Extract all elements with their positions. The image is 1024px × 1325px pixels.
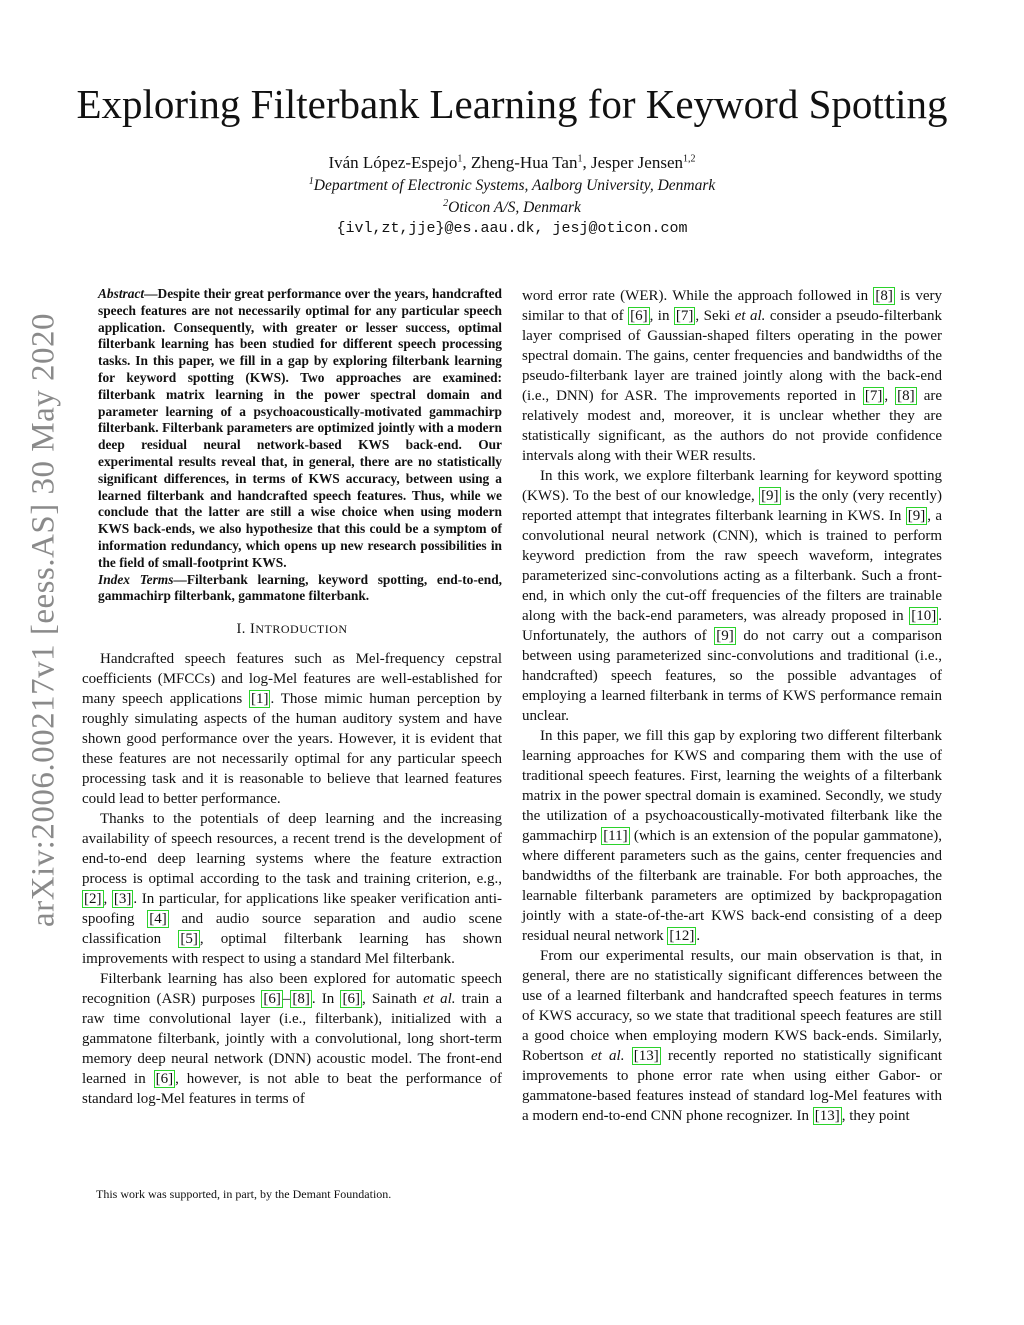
citation-link[interactable]: [3] [113, 891, 132, 908]
body-paragraph [82, 649, 502, 809]
text-run: . Those mimic human perception by roughly simulating aspects of the human auditory system and have shown good performance over the years. However, it is evident that these features are not necessarily optimal for any particular speech processing task and it is reasonable to believe that learned features could lead to better performance. [82, 691, 503, 808]
author-affiliation-marker: 1,2 [683, 153, 696, 165]
text-run: In this work, we explore filterbank learning for keyword spotting (KWS). To the best of our knowledge, [522, 468, 942, 504]
citation-link[interactable]: [13] [814, 1108, 840, 1124]
text-run: In this paper, we fill this gap by exploring two different filterbank learning approaches for KWS and comparing them with the use of traditional speech features. First, learning the weights of a filterbank matrix in the power spectral domain is examined. Secondly, we study the utilization of a psychoacoustically-motivated filterbank like the gammachirp [522, 728, 942, 844]
citation-link[interactable]: [6] [263, 991, 281, 1008]
section-title-rest: NTRODUCTION [255, 622, 348, 637]
text-run: , [103, 891, 112, 908]
text-run: , a convolutional neural network (CNN), which is trained to perform keyword prediction from the raw speech waveform, integrates parameterized sinc-convolutions acting as a filterbank. Such a front-end, in which only the cut-off frequencies of the filters are trainable along with the back-end parameters, was already proposed in [522, 508, 942, 624]
citation-link[interactable]: [8] [875, 288, 893, 304]
citation-link[interactable]: [13] [633, 1048, 659, 1064]
section-heading-introduction [82, 619, 502, 639]
affiliation-text: Department of Electronic Systems, Aalborg University, Denmark [313, 177, 716, 194]
text-run: , however, is not able to beat the performance of standard log-Mel features in terms of [82, 1071, 502, 1108]
text-run: consider a pseudo-filterbank layer comprised of Gaussian-shaped filters operating in the power spectral domain. The gains, center frequencies and bandwidths of the pseudo-filterbank layer are trained jointly along with the back-end (i.e., DNN) for ASR. The improvements reported in [522, 308, 943, 404]
index-terms-label: Index Terms [98, 571, 174, 587]
section-number: I. [236, 621, 246, 638]
citation-link[interactable]: [6] [630, 308, 648, 324]
text-run: , Seki [695, 308, 735, 324]
abstract-text: —Despite their great performance over the years, handcrafted speech features are not necessarily optimal for any particular speech application. Consequently, with greater or lesser success, optimal filterbank learning has been studied for different speech processing tasks. In this paper, we fill in a gap by exploring filterbank learning for keyword spotting (KWS). Two approaches are examined: filterbank matrix learning in the power spectral domain and parameter learning of a psychoacoustically-motivated gammachirp filterbank. Filterbank parameters are optimized jointly with a modern deep residual neural network-based KWS back-end. Our experimental results reveal that, in general, there are no statistically significant differences, in terms of KWS accuracy, between using a learned filterbank and handcrafted speech features. Thus, while we conclude that the latter are still a wise choice when using modern KWS back-ends, we also hypothesize that this could be a symptom of information redundancy, which opens up new research possibilities in the field of small-footprint KWS. [98, 286, 502, 570]
text-run: – [282, 991, 291, 1008]
citation-link[interactable]: [8] [897, 388, 915, 404]
citation-link[interactable]: [9] [761, 488, 779, 504]
text-run: do not carry out a comparison between using parameterized sinc-convolutions and traditional (i.e., handcrafted) speech features, so the possible advantages of employing a learned filterbank in terms of KWS performance remain unclear. [522, 628, 943, 724]
author-name: Jesper Jensen [590, 153, 684, 172]
text-run: train a raw time convolutional layer (i.e., filterbank), initialized with a gammatone filterbank, jointly with a convolutional, long short-term memory deep neural network (DNN) acoustic model. The front-end learned in [82, 991, 503, 1088]
text-run: . In [311, 991, 341, 1008]
citation-link[interactable]: [6] [342, 991, 360, 1008]
citation-link[interactable]: [1] [250, 691, 269, 708]
body-paragraph [522, 286, 942, 466]
citation-link[interactable]: [2] [84, 891, 102, 908]
author-name: Iván López-Espejo [328, 153, 458, 172]
text-run: , [884, 388, 896, 404]
affiliation-2 [0, 199, 1024, 217]
affiliation-marker: 1 [308, 175, 314, 187]
paper-title: Exploring Filterbank Learning for Keyword Spotting [76, 81, 948, 127]
left-body-text [82, 649, 502, 1109]
index-terms-text: —Filterbank learning, keyword spotting, end-to-end, gammachirp filterbank, gammatone filterbank. [98, 571, 502, 604]
text-run: is the only (very recently) reported attempt that integrates filterbank learning in KWS. In [522, 488, 942, 524]
body-paragraph [522, 466, 942, 726]
text-run: recently reported no statistically significant improvements to phone error rate when using either Gabor- or gammatone-based features instead of standard log-Mel features with a modern end-to-end CNN phone recognizer. In [522, 1048, 942, 1124]
abstract-label: Abstract [98, 286, 145, 301]
citation-link[interactable]: [9] [907, 508, 926, 524]
author-emails: {ivl,zt,jje}@es.aau.dk, jesj@oticon.com [336, 220, 688, 237]
body-paragraph [82, 969, 502, 1109]
body-paragraph [522, 946, 942, 1126]
italic-text: et al. [423, 991, 456, 1008]
citation-link[interactable]: [7] [675, 308, 694, 324]
text-run: is very similar to that of [522, 288, 942, 324]
text-run: . In particular, for applications like speaker verification anti-spoofing [82, 891, 502, 928]
text-run: are relatively modest and, moreover, it is unclear whether they are statistically significant, as the authors do not provide confidence intervals along with their WER results. [522, 388, 943, 464]
citation-link[interactable]: [11] [603, 828, 628, 844]
text-run: . [696, 928, 701, 944]
text-run: . Unfortunately, the authors of [522, 608, 942, 644]
citation-link[interactable]: [7] [864, 388, 883, 404]
text-run: word error rate (WER). While the approach followed in [522, 288, 874, 304]
text-run: , optimal filterbank learning has shown improvements with respect to using a standard Mel filterbank. [82, 931, 503, 968]
affiliation-text: Oticon A/S, Denmark [448, 199, 581, 216]
author-affiliation-marker: 1 [457, 153, 463, 165]
affiliation-1 [0, 177, 1024, 195]
italic-text: et al. [590, 1048, 625, 1064]
text-run [624, 1048, 631, 1064]
author-name: Zheng-Hua Tan [470, 153, 578, 172]
text-run: (which is an extension of the popular gammatone), where different parameters such as the gains, center frequencies and bandwidths of the filterbank are trainable. For both approaches, the learnable filterbank parameters are optimized by backpropagation jointly with a state-of-the-art KWS back-end consisting of a deep residual neural network [522, 828, 942, 944]
citation-link[interactable]: [4] [149, 911, 167, 928]
text-run: From our experimental results, our main observation is that, in general, there are no statistically significant differences between the use of a learned filterbank and handcrafted speech features in terms of KWS accuracy, so we state that traditional speech features are still a good choice when employing modern KWS back-ends. Similarly, Robertson [522, 948, 942, 1064]
text-run: , they point [841, 1108, 910, 1124]
citation-link[interactable]: [5] [180, 931, 198, 948]
citation-link[interactable]: [8] [292, 991, 310, 1008]
body-paragraph [522, 726, 942, 946]
author-affiliation-marker: 1 [577, 153, 583, 165]
left-column [82, 286, 502, 1109]
abstract [82, 286, 502, 605]
right-column [522, 286, 942, 1126]
citation-link[interactable]: [12] [669, 928, 695, 944]
funding-footnote: This work was supported, in part, by the Demant Foundation. [96, 1187, 392, 1201]
text-run: , in [649, 308, 674, 324]
right-body-text [522, 286, 942, 1126]
text-run: Handcrafted speech features such as Mel-frequency cepstral coefficients (MFCCs) and log-Mel features are well-established for many speech applications [82, 651, 502, 708]
section-title-initial: I [250, 621, 256, 638]
text-run: and audio source separation and audio scene classification [82, 911, 502, 948]
citation-link[interactable]: [10] [911, 608, 937, 624]
text-run: Filterbank learning has also been explored for automatic speech recognition (ASR) purposes [82, 971, 502, 1008]
arxiv-identifier-stamp: arXiv:2006.00217v1 [eess.AS] 30 May 2020 [25, 313, 62, 927]
italic-text: et al. [734, 308, 766, 324]
body-paragraph [82, 809, 502, 969]
text-run: Thanks to the potentials of deep learning and the increasing availability of speech resources, a recent trend is the development of end-to-end deep learning systems where the feature extraction process is optimal according to the task and training criterion, e.g., [82, 811, 502, 888]
citation-link[interactable]: [9] [716, 628, 734, 644]
text-run: , Sainath [361, 991, 424, 1008]
author-list: Iván López-Espejo$^1$, Zheng-Hua Tan$^1$, Jesper Jensen$^{1,2}$ [328, 153, 696, 172]
affiliation-marker: 2 [443, 197, 449, 209]
citation-link[interactable]: [6] [155, 1071, 174, 1088]
